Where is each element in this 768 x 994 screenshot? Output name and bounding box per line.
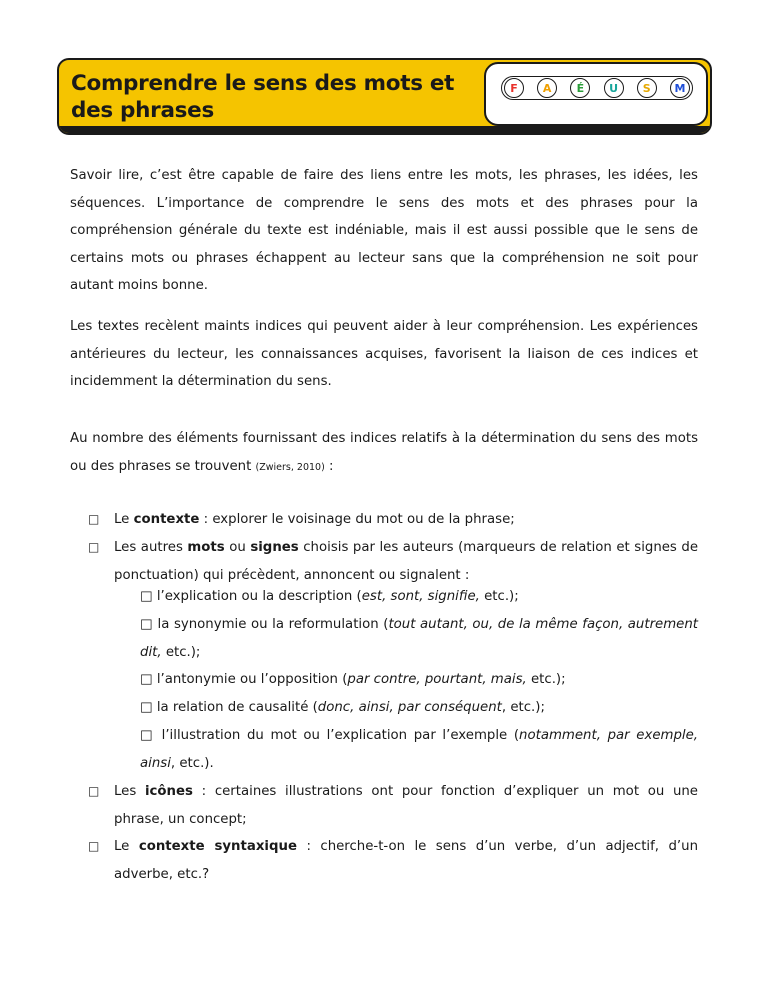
subitem-text-post: etc.); [484, 589, 519, 604]
bullet-contexte-syntaxique [114, 833, 698, 888]
checkbox-bullet-icon: □ [88, 540, 100, 554]
checkbox-bullet-icon: □ [88, 839, 100, 853]
bullet-text-pre: Les autres [114, 540, 183, 555]
bullet-text-pre: Le [114, 839, 130, 854]
bullet-contexte [114, 506, 698, 534]
checkbox-subitem-icon: □ [140, 672, 153, 687]
paragraph-indices: Les textes recèlent maints indices qui peuvent aider à leur compréhension. Les expériences antérieures du lecteur, les connaissances acquises, favorisent la liaison de ces indices et incidemment la détermination du sens. [70, 319, 698, 389]
subitem-text-pre: la synonymie ou la reformulation ( [157, 617, 389, 632]
subitem-text-pre: l’illustration du mot ou l’explication par l’exemple ( [161, 728, 520, 743]
paragraph-elements [70, 425, 698, 481]
subitem-text-post: etc.); [530, 672, 566, 687]
bullet-text-post: : explorer le voisinage du mot ou de la phrase; [203, 512, 515, 527]
logo-letter-f: F [504, 78, 524, 98]
subitem-examples: notamment, par exemple, ainsi [140, 728, 698, 771]
paragraph-intro: Savoir lire, c’est être capable de faire des liens entre les mots, les phrases, les idées, les séquences. L’importance de comprendre le sens des mots et des phrases pour la compréhension générale du texte est indéniable, mais il est aussi possible que le sens de certains mots ou phrases échappent au lecteur sans que la compréhension ne soit pour autant moins bonne. [70, 168, 698, 293]
subitem-illustration [140, 722, 698, 777]
subitem-examples: donc, ainsi, par conséquent [317, 700, 502, 715]
subitem-text-post: etc.); [165, 644, 201, 660]
subitem-text-pre: l’explication ou la description ( [156, 589, 362, 604]
logo-letter-e: É [570, 78, 590, 98]
subitem-examples: est, sont, signifie, [361, 589, 480, 604]
faeusm-logo [484, 62, 708, 126]
bullet-text-mid: ou [229, 540, 246, 555]
paragraph-elements-text: Au nombre des éléments fournissant des indices relatifs à la détermination du sens des mots ou des phrases se trouvent [70, 431, 698, 474]
checkbox-subitem-icon: □ [140, 728, 155, 743]
page-title: Comprendre le sens des mots et des phrases [71, 71, 455, 123]
bullet-text-post: : certaines illustrations ont pour fonction d’expliquer un mot ou une phrase, un concept; [114, 784, 698, 827]
subitem-text-post: , etc.). [170, 755, 214, 771]
logo-letter-u: U [604, 78, 624, 98]
logo-letter-s: S [637, 78, 657, 98]
bullet-mots-signes [114, 534, 698, 589]
subitem-explication [140, 583, 698, 611]
checkbox-bullet-icon: □ [88, 512, 100, 526]
logo-letter-a: A [537, 78, 557, 98]
subitem-text-pre: l’antonymie ou l’opposition ( [156, 672, 348, 687]
logo-letter-strip [501, 76, 693, 100]
bullet-text-post: choisis par les auteurs (marqueurs de relation et signes de ponctuation) qui précèdent, annoncent ou signalent : [114, 540, 699, 583]
bullet-icones [114, 778, 698, 833]
bullet-keyword: icônes [144, 784, 193, 799]
paragraph-elements-end: : [329, 458, 334, 474]
checkbox-subitem-icon: □ [140, 589, 153, 604]
subitem-examples: tout autant, ou, de la même façon, autrement dit, [140, 617, 698, 660]
checkbox-subitem-icon: □ [140, 700, 153, 715]
checkbox-bullet-icon: □ [88, 784, 100, 798]
bullet-keyword: contexte [133, 512, 200, 527]
subitem-synonymie [140, 611, 698, 666]
citation: (Zwiers, 2010) [255, 461, 325, 473]
subitem-examples: par contre, pourtant, mais, [347, 672, 527, 687]
bullet-text-pre: Le [114, 512, 130, 527]
bullet-keyword: contexte syntaxique [138, 839, 297, 854]
checkbox-subitem-icon: □ [140, 617, 153, 632]
subitem-text-post: , etc.); [501, 700, 545, 715]
bullet-text-post: : cherche-t-on le sens d’un verbe, d’un adjectif, d’un adverbe, etc.? [114, 839, 698, 882]
subitem-causalite [140, 694, 698, 722]
subitem-antonymie [140, 666, 698, 694]
subitem-text-pre: la relation de causalité ( [156, 700, 318, 715]
bullet-keyword: signes [250, 540, 299, 555]
bullet-keyword: mots [187, 540, 225, 555]
bullet-text-pre: Les [114, 784, 137, 799]
logo-letter-m: M [670, 78, 690, 98]
